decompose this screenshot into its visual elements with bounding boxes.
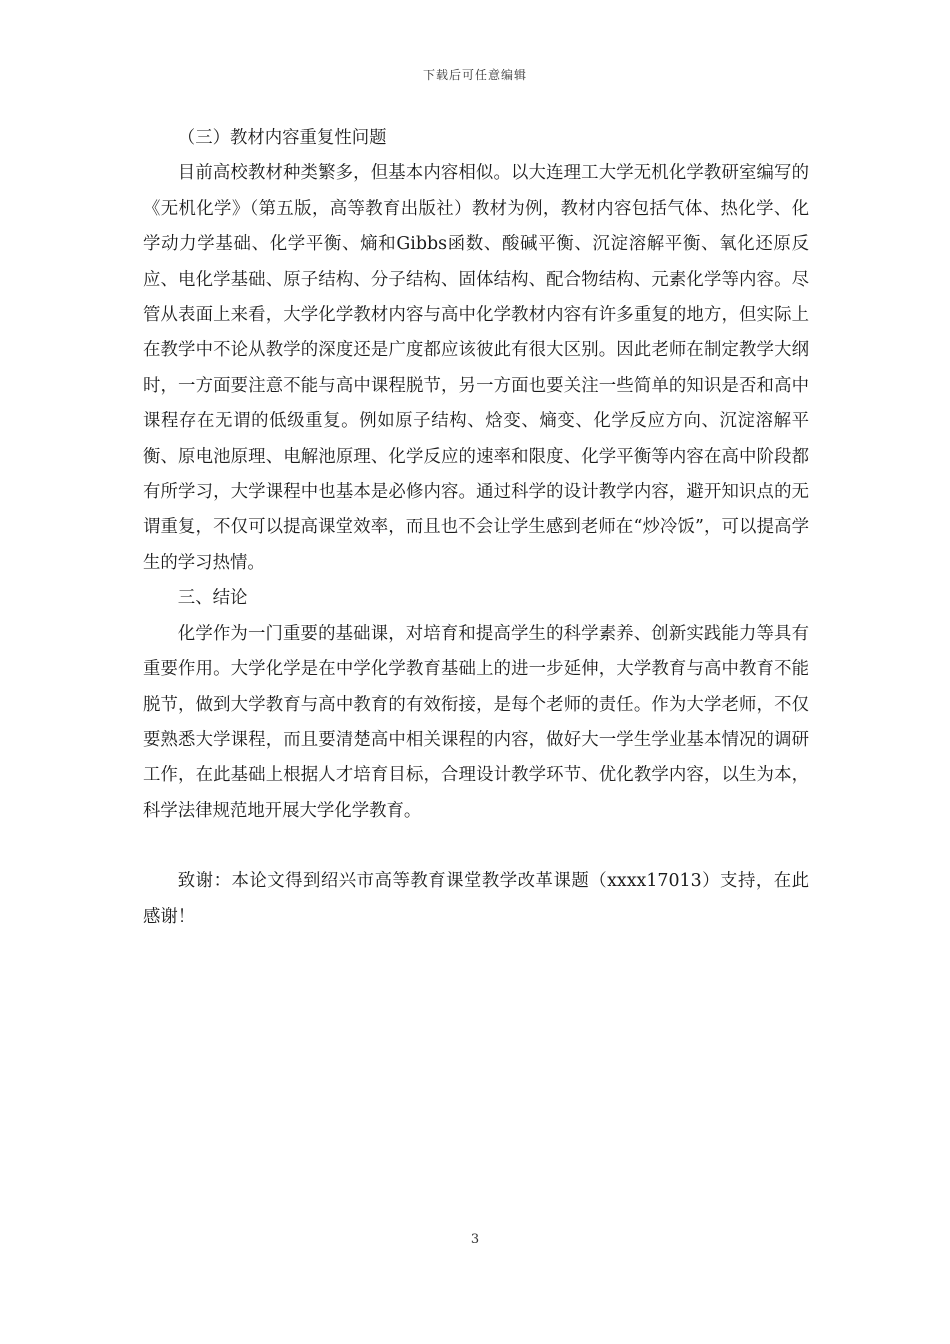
body-paragraph-textbook: 目前高校教材种类繁多，但基本内容相似。以大连理工大学无机化学教研室编写的《无机化学》（第五版，高等教育出版社）教材为例，教材内容包括气体、热化学、化学动力学基础、化学平衡、熵和Gibbs函数、酸碱平衡、沉淀溶解平衡、氧化还原反应、电化学基础、原子结构、分子结构、固体结构、配合物结构、元素化学等内容。尽管从表面上来看，大学化学教材内容与高中化学教材内容有许多重复的地方，但实际上在教学中不论从教学的深度还是广度都应该彼此有很大区别。因此老师在制定教学大纲时，一方面要注意不能与高中课程脱节，另一方面也要关注一些简单的知识是否和高中课程存在无谓的低级重复。例如原子结构、焓变、熵变、化学反应方向、沉淀溶解平衡、原电池原理、电解池原理、化学反应的速率和限度、化学平衡等内容在高中阶段都有所学习，大学课程中也基本是必修内容。通过科学的设计教学内容，避开知识点的无谓重复，不仅可以提高课堂效率，而且也不会让学生感到老师在“炒冷饭”，可以提高学生的学习热情。 <box>143 163 809 573</box>
acknowledgement-paragraph: 致谢：本论文得到绍兴市高等教育课堂教学改革课题（xxxx17013）支持，在此感谢！ <box>143 871 809 927</box>
document-body <box>143 121 809 935</box>
body-paragraph-conclusion: 化学作为一门重要的基础课，对培育和提高学生的科学素养、创新实践能力等具有重要作用。大学化学是在中学化学教育基础上的进一步延伸，大学教育与高中教育不能脱节，做到大学教育与高中教育的有效衔接，是每个老师的责任。作为大学老师，不仅要熟悉大学课程，而且要清楚高中相关课程的内容，做好大一学生学业基本情况的调研工作，在此基础上根据人才培育目标，合理设计教学环节、优化教学内容，以生为本，科学法律规范地开展大学化学教育。 <box>143 623 809 821</box>
section-subheading: （三）教材内容重复性问题 <box>177 128 387 148</box>
conclusion-heading: 三、结论 <box>177 588 248 609</box>
paragraph-spacer <box>143 829 809 864</box>
page-header: 下载后可任意编辑 <box>422 68 527 82</box>
page-number: 3 <box>470 1232 480 1247</box>
